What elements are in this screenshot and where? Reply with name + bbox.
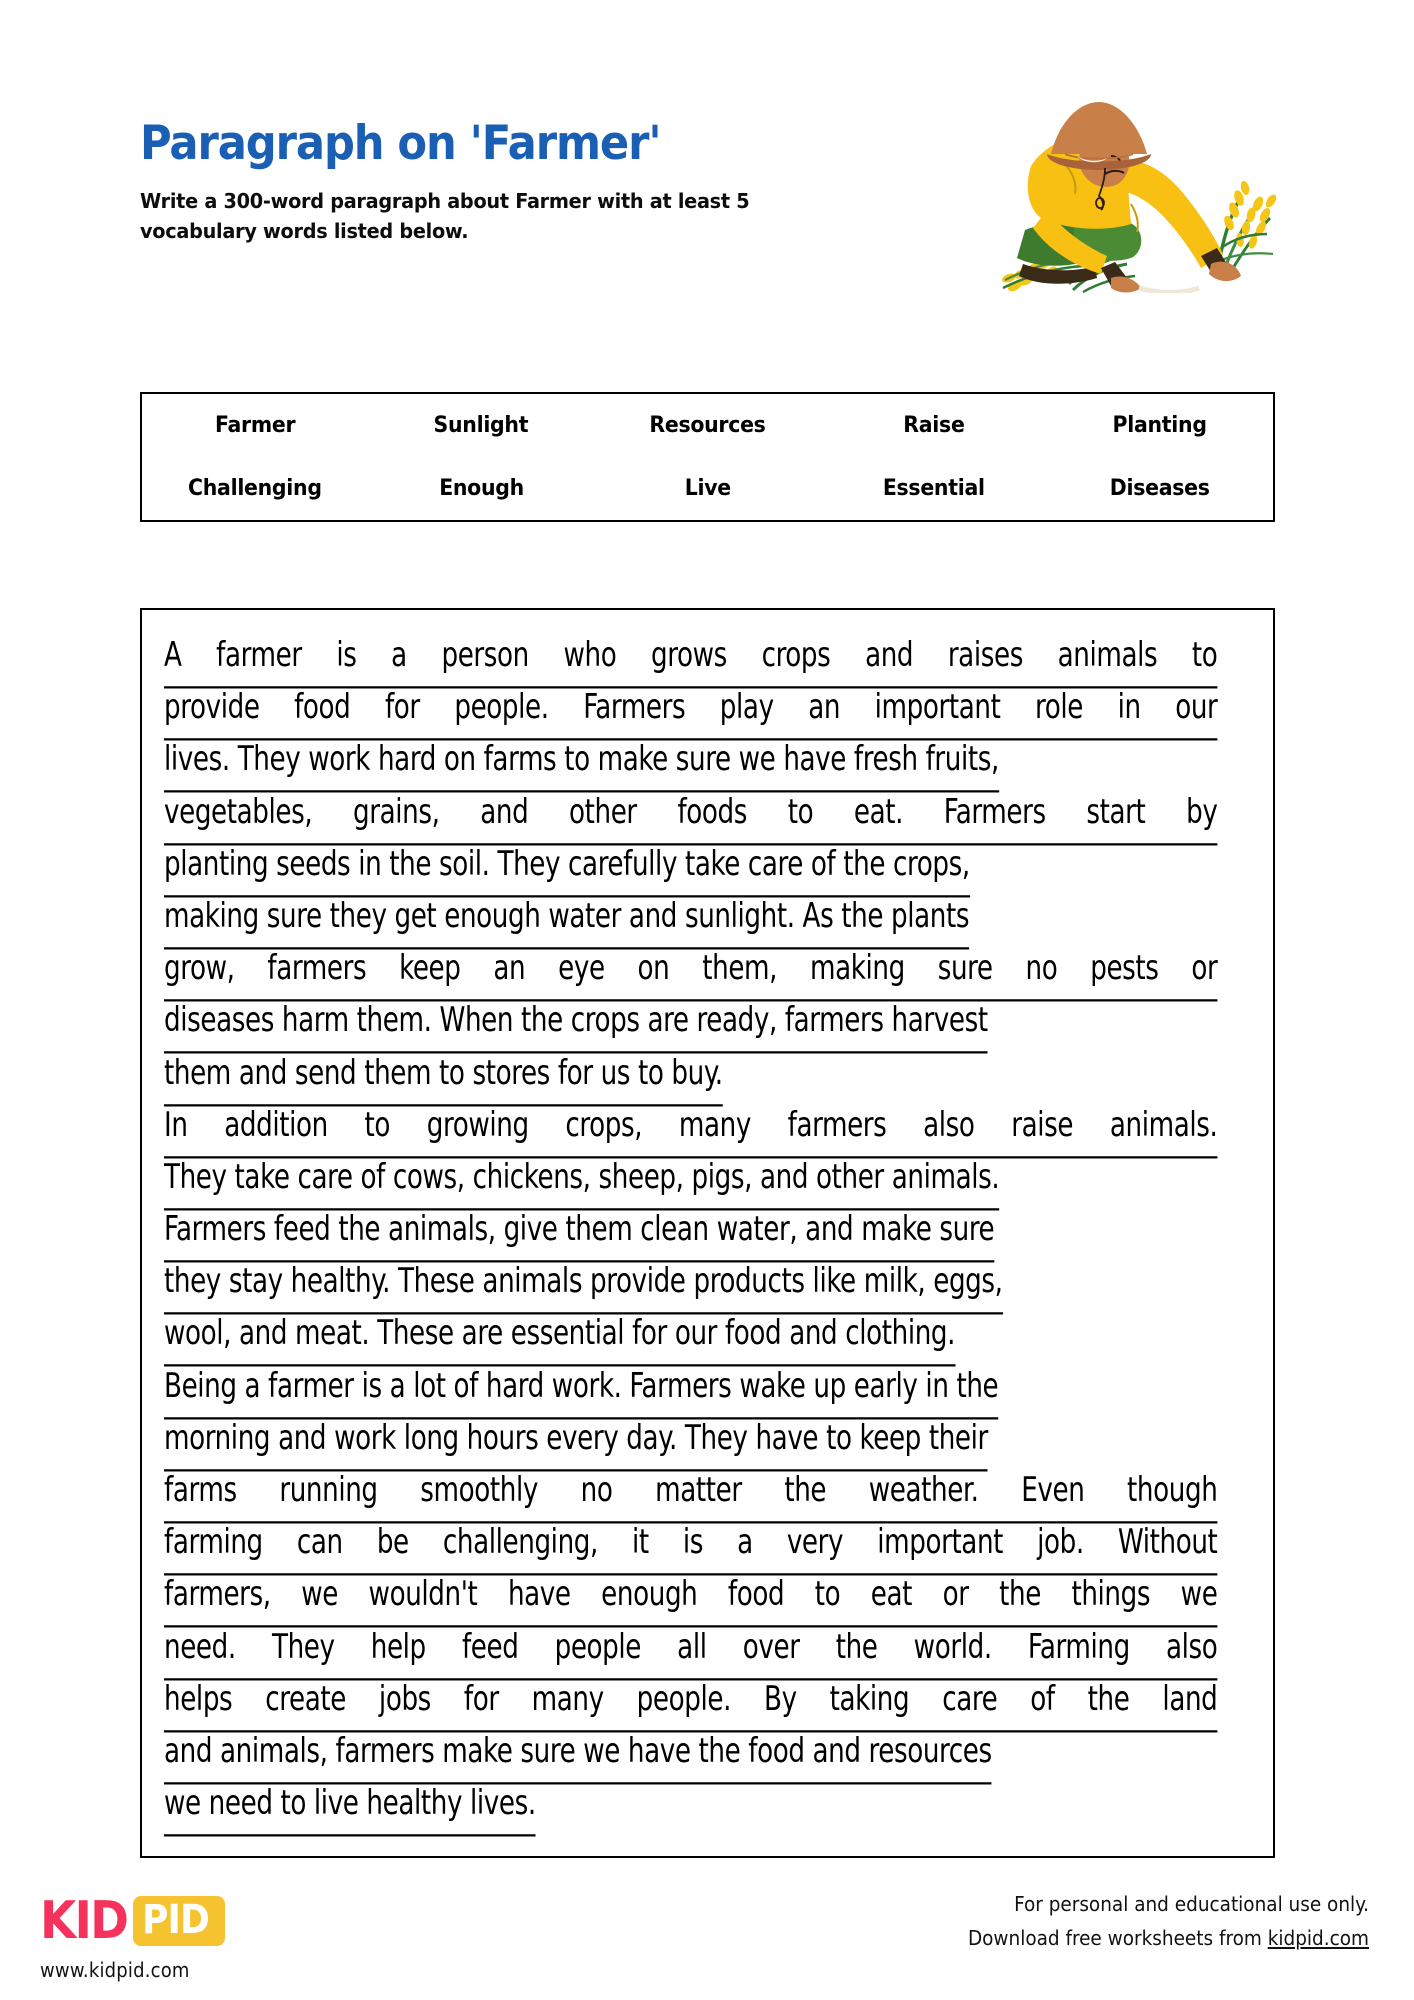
- paragraph-line-text: farmers, we wouldn't have enough food to eat or the things we: [164, 1567, 1217, 1627]
- paragraph-line-text: provide food for people. Farmers play an important role in our: [164, 680, 1217, 740]
- paragraph-line-text: vegetables, grains, and other foods to eat. Farmers start by: [164, 785, 1217, 845]
- paragraph-line: [164, 628, 1218, 686]
- paragraph-line: [164, 837, 1218, 895]
- vocabulary-word: Sunlight: [433, 413, 529, 438]
- logo-row: [40, 1890, 300, 1952]
- vocabulary-word: Essential: [882, 476, 985, 501]
- paragraph-line-text: Being a farmer is a lot of hard work. Farmers wake up early in the: [164, 1359, 998, 1419]
- paragraph-line-text: helps create jobs for many people. By taking care of the land: [164, 1672, 1217, 1732]
- page-footer: [0, 1880, 1414, 2000]
- farmer-harvesting-rice-illustration: [955, 98, 1285, 293]
- vocabulary-box: [140, 392, 1275, 522]
- paragraph-line-text: diseases harm them. When the crops are ready, farmers harvest: [164, 993, 988, 1053]
- paragraph-line: [164, 785, 1218, 843]
- paragraph-line-text: need. They help feed people all over the world. Farming also: [164, 1620, 1217, 1680]
- vocabulary-word: Planting: [1112, 413, 1207, 438]
- paragraph-line: [164, 1202, 1218, 1260]
- logo-pid-badge: [133, 1896, 225, 1946]
- paragraph-line-text: they stay healthy. These animals provide products like milk, eggs,: [164, 1254, 1003, 1314]
- logo-kid-text: KID: [40, 1891, 128, 1951]
- instructions-text: Write a 300-word paragraph about Farmer with at least 5 vocabulary words listed below.: [140, 189, 750, 243]
- paragraph-line-text: farming can be challenging, it is a very important job. Without: [164, 1515, 1217, 1575]
- paragraph-line: [164, 1411, 1218, 1469]
- paragraph-line-text: They take care of cows, chickens, sheep, pigs, and other animals.: [164, 1150, 999, 1210]
- vocabulary-word: Enough: [438, 476, 524, 501]
- logo-website-url: www.kidpid.com: [40, 1958, 190, 1982]
- paragraph-line-text: wool, and meat. These are essential for our food and clothing.: [164, 1306, 955, 1366]
- paragraph-line-text: farms running smoothly no matter the weather. Even though: [164, 1463, 1217, 1523]
- vocabulary-word: Challenging: [188, 476, 322, 501]
- paragraph-line-text: morning and work long hours every day. They have to keep their: [164, 1411, 988, 1471]
- paragraph-line-text: we need to live healthy lives.: [164, 1776, 536, 1836]
- paragraph-line: [164, 1515, 1218, 1573]
- vocabulary-word: Farmer: [214, 413, 296, 438]
- paragraph-line: [164, 1567, 1218, 1625]
- paragraph-line: [164, 941, 1218, 999]
- paragraph-line-text: lives. They work hard on farms to make sure we have fresh fruits,: [164, 732, 999, 792]
- page-title: Paragraph on 'Farmer': [140, 116, 661, 171]
- paragraph-line: [164, 1254, 1218, 1312]
- paragraph-line: [164, 680, 1218, 738]
- paragraph-line-text: In addition to growing crops, many farmers also raise animals.: [164, 1098, 1217, 1158]
- paragraph-lines: [164, 628, 1251, 1828]
- footer-attribution: [968, 1888, 1369, 1956]
- paragraph-line-text: A farmer is a person who grows crops and raises animals to: [164, 628, 1217, 688]
- kidpid-link[interactable]: kidpid.com: [1267, 1925, 1369, 1950]
- paragraph-line: [164, 1098, 1218, 1156]
- vocabulary-word: Raise: [903, 413, 965, 438]
- paragraph-line: [164, 1620, 1218, 1678]
- logo-pid-text: PID: [141, 1897, 209, 1943]
- paragraph-line: [164, 1306, 1218, 1364]
- farmer-hat: [1051, 102, 1147, 154]
- paragraph-line-text: grow, farmers keep an eye on them, making sure no pests or: [164, 941, 1217, 1001]
- footer-usage-note: For personal and educational use only.: [1014, 1892, 1369, 1916]
- paragraph-line: [164, 993, 1218, 1051]
- paragraph-line-text: making sure they get enough water and sunlight. As the plants: [164, 889, 969, 949]
- rice-bundle-right-icon: [1217, 180, 1278, 275]
- vocabulary-word: Resources: [649, 413, 766, 438]
- vocabulary-word: Live: [684, 476, 731, 501]
- kidpid-logo: [40, 1890, 300, 1982]
- paragraph-line-text: Farmers feed the animals, give them clean water, and make sure: [164, 1202, 994, 1262]
- vocabulary-grid: [142, 394, 1273, 520]
- paragraph-line: [164, 1150, 1218, 1208]
- sickle-icon: [1139, 288, 1199, 293]
- paragraph-line: [164, 889, 1218, 947]
- footer-download-prefix: Download free worksheets from: [967, 1925, 1268, 1950]
- paragraph-writing-box[interactable]: [140, 608, 1275, 1858]
- paragraph-line: [164, 1463, 1218, 1521]
- farmer-left-hand: [1111, 276, 1141, 292]
- paragraph-line: [164, 1359, 1218, 1417]
- paragraph-line-text: and animals, farmers make sure we have the food and resources: [164, 1724, 992, 1784]
- paragraph-line: [164, 1724, 1218, 1782]
- paragraph-line: [164, 1776, 1218, 1834]
- paragraph-line-text: them and send them to stores for us to buy.: [164, 1046, 723, 1106]
- paragraph-line: [164, 732, 1218, 790]
- footer-download-note: [968, 1922, 1369, 1956]
- paragraph-line: [164, 1046, 1218, 1104]
- vocabulary-word: Diseases: [1109, 476, 1210, 501]
- paragraph-line-text: planting seeds in the soil. They carefully take care of the crops,: [164, 837, 970, 897]
- paragraph-line: [164, 1672, 1218, 1730]
